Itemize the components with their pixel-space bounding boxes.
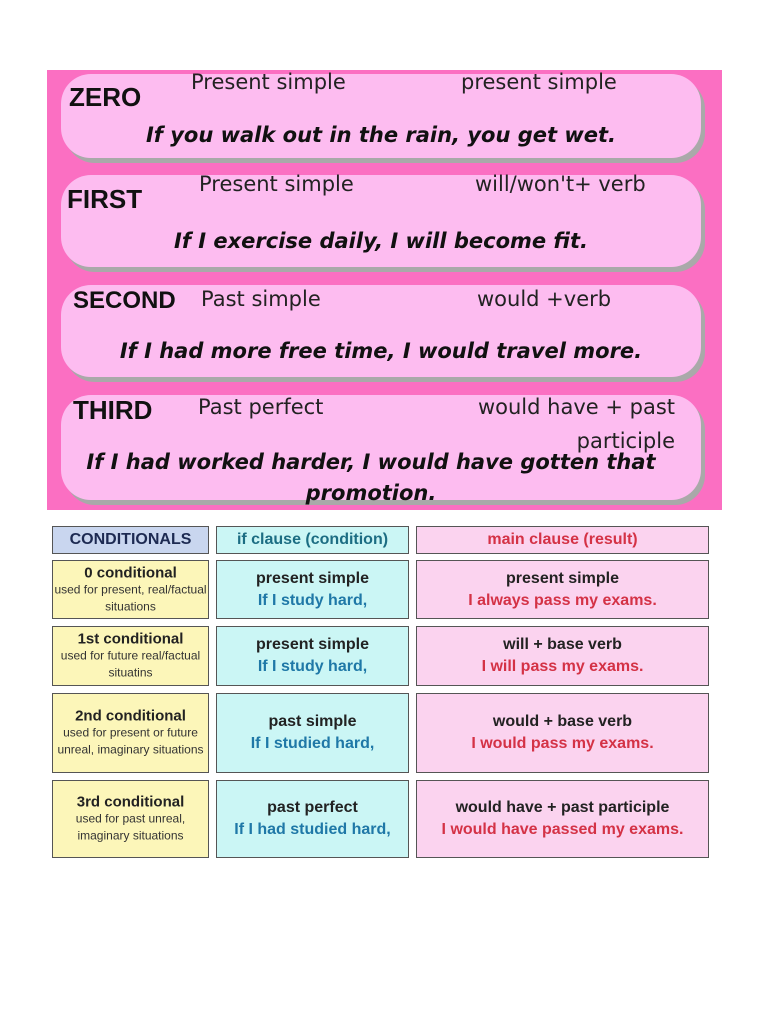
condition-desc: used for past unreal, imaginary situations — [75, 811, 186, 843]
main-tense: would have + past participle — [455, 799, 670, 816]
if-tense: past perfect — [267, 799, 358, 816]
if-tense: present simple — [256, 569, 369, 587]
card-example: If I had worked harder, I would have gotten that promotion. — [86, 450, 656, 505]
condition-desc: used for present or future unreal, imaginary situations — [57, 725, 204, 757]
main-tense: will + base verb — [503, 636, 622, 653]
card-if-clause: Past perfect — [198, 395, 324, 419]
conditionals-table — [48, 522, 714, 864]
if-example: If I study hard, — [257, 591, 368, 609]
condition-desc: used for present, real/factual situations — [54, 582, 207, 613]
card-example: If I had more free time, I would travel more. — [119, 339, 643, 363]
card-main-clause: would have + past participle — [477, 395, 675, 453]
row-0-main — [416, 560, 709, 619]
card-main-clause: present simple — [461, 70, 617, 94]
condition-desc: used for future real/factual situatins — [60, 648, 201, 680]
row-2-condition — [52, 693, 209, 773]
condition-title: 2nd conditional — [75, 707, 186, 725]
if-tense: past simple — [268, 713, 357, 730]
condition-title: 0 conditional — [84, 564, 177, 581]
card-if-clause: Present simple — [199, 172, 354, 196]
main-example: I always pass my exams. — [468, 591, 657, 609]
condition-title: 1st conditional — [77, 630, 184, 648]
main-tense: present simple — [506, 569, 619, 587]
if-example: If I study hard, — [257, 658, 368, 675]
row-1-condition — [52, 626, 209, 686]
main-example: I will pass my exams. — [481, 658, 644, 675]
row-3-main — [416, 780, 709, 858]
card-name: ZERO — [69, 82, 142, 112]
card-name: FIRST — [67, 184, 143, 214]
card-main-clause: will/won't+ verb — [475, 172, 646, 196]
row-0-condition — [52, 560, 209, 619]
if-example: If I studied hard, — [250, 735, 375, 752]
main-example: I would pass my exams. — [471, 735, 654, 752]
card-second — [61, 285, 701, 377]
if-tense: present simple — [256, 636, 369, 653]
conditionals-poster — [47, 70, 722, 510]
row-0-if — [216, 560, 409, 619]
if-example: If I had studied hard, — [234, 821, 391, 838]
main-example: I would have passed my exams. — [441, 821, 684, 838]
row-1-if — [216, 626, 409, 686]
card-first — [61, 172, 701, 267]
main-tense: would + base verb — [492, 713, 633, 730]
card-example: If you walk out in the rain, you get wet. — [145, 123, 617, 147]
card-zero — [61, 70, 701, 158]
row-3-if — [216, 780, 409, 858]
header-if-clause: if clause (condition) — [216, 526, 409, 554]
card-name: THIRD — [73, 395, 153, 425]
card-main-clause: would +verb — [477, 287, 612, 311]
card-third — [61, 395, 701, 505]
card-example: If I exercise daily, I will become fit. — [174, 229, 588, 253]
row-1-main — [416, 626, 709, 686]
header-main-clause: main clause (result) — [416, 526, 709, 554]
card-name: SECOND — [73, 287, 176, 314]
card-if-clause: Past simple — [201, 287, 321, 311]
row-2-if — [216, 693, 409, 773]
row-3-condition — [52, 780, 209, 858]
condition-title: 3rd conditional — [76, 793, 185, 811]
card-if-clause: Present simple — [191, 70, 346, 94]
header-conditionals: CONDITIONALS — [52, 526, 209, 554]
row-2-main — [416, 693, 709, 773]
